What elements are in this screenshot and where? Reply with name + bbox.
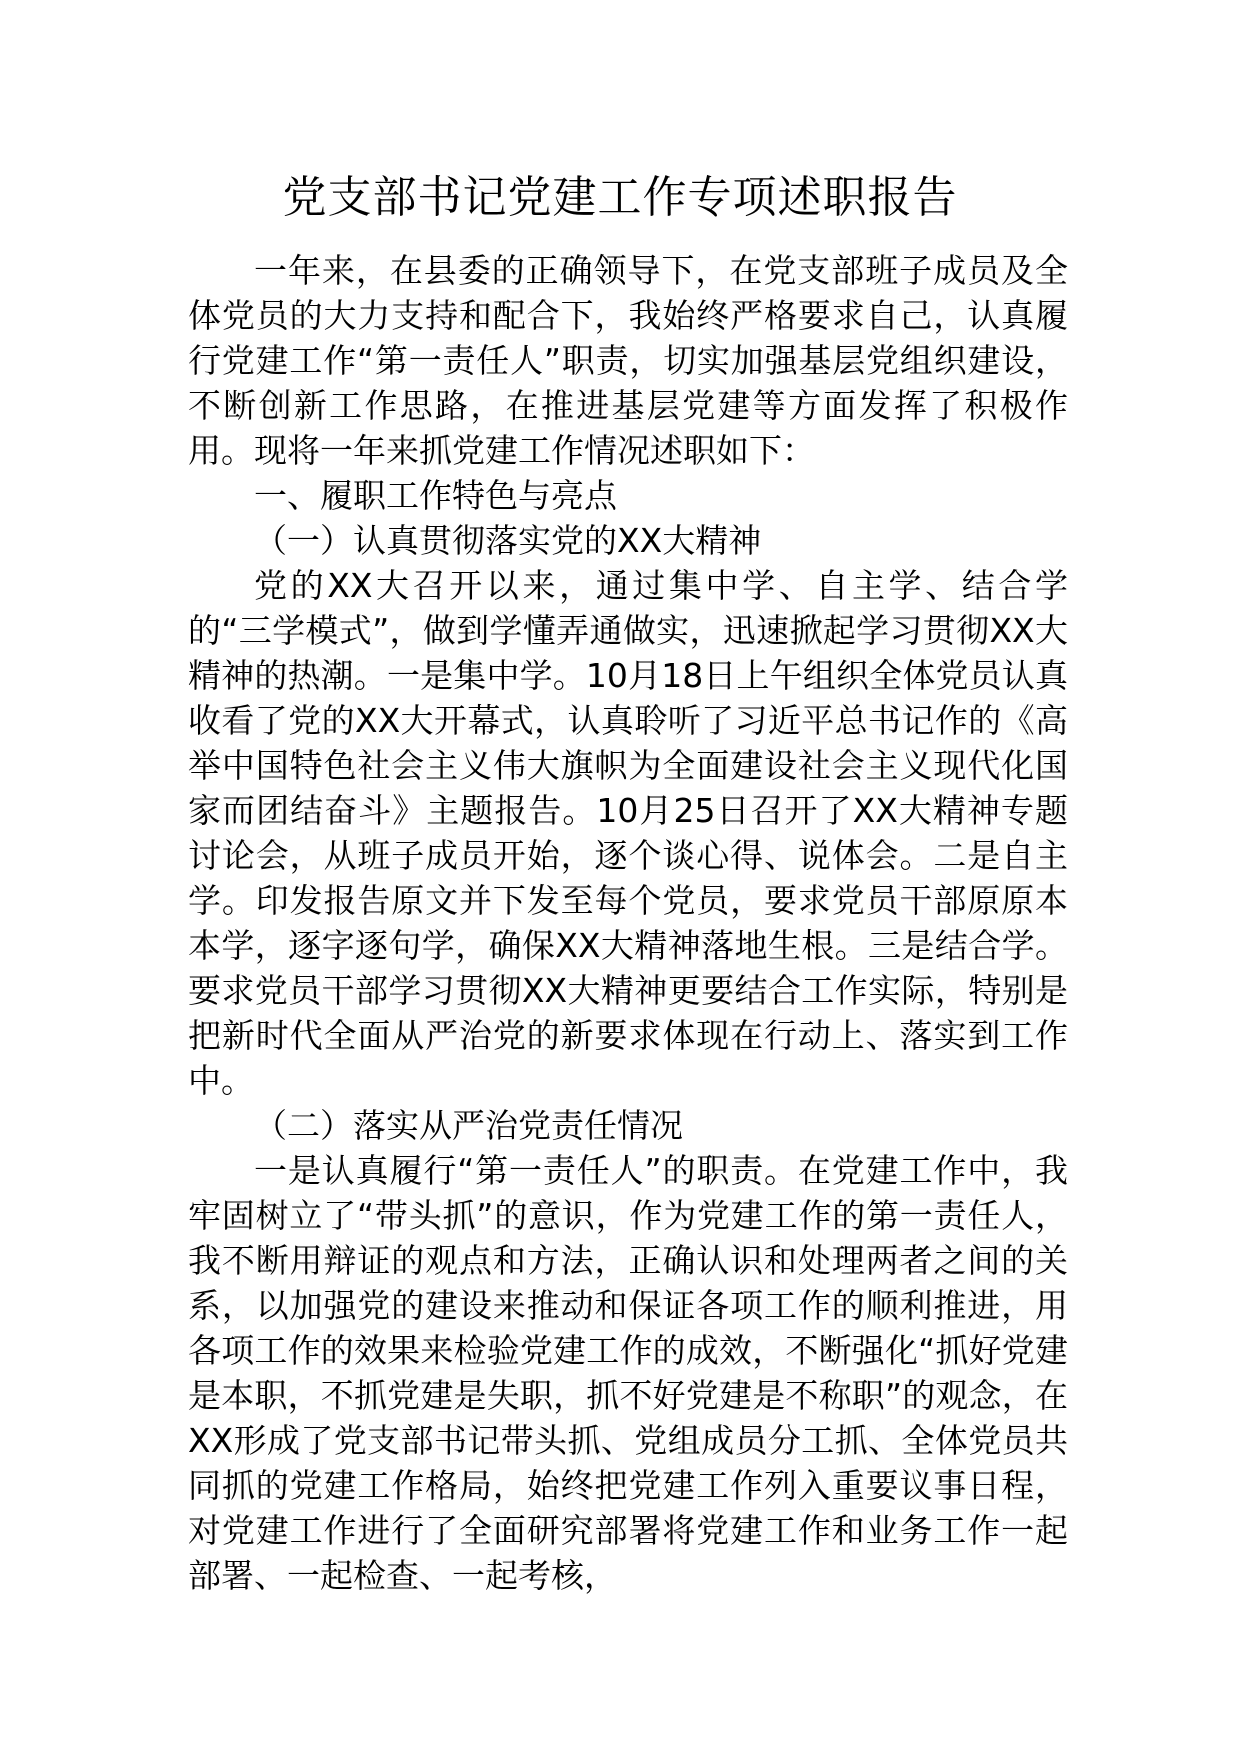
body-paragraph: 党的XX大召开以来，通过集中学、自主学、结合学的“三学模式”，做到学懂弄通做实，迅速掀起学习贯彻XX大精神的热潮。一是集中学。10月18日上午组织全体党员认真收看了党的XX大开幕式，认真聆听了习近平总书记作的《高举中国特色社会主义伟大旗帜为全面建设社会主义现代化国家而团结奋斗》主题报告。10月25日召开了XX大精神专题讨论会，从班子成员开始，逐个谈心得、说体会。二是自主学。印发报告原文并下发至每个党员，要求党员干部原原本本学，逐字逐句学，确保XX大精神落地生根。三是结合学。要求党员干部学习贯彻XX大精神更要结合工作实际，特别是把新时代全面从严治党的新要求体现在行动上、落实到工作中。 xyxy=(188,566,1069,1100)
body-paragraph: 一是认真履行“第一责任人”的职责。在党建工作中，我牢固树立了“带头抓”的意识，作为党建工作的第一责任人，我不断用辩证的观点和方法，正确认识和处理两者之间的关系，以加强党的建设来推动和保证各项工作的顺利推进，用各项工作的效果来检验党建工作的成效，不断强化“抓好党建是本职，不抓党建是失职，抓不好党建是不称职”的观念，在XX形成了党支部书记带头抓、党组成员分工抓、全体党员共同抓的党建工作格局，始终把党建工作列入重要议事日程，对党建工作进行了全面研究部署将党建工作和业务工作一起部署、一起检查、一起考核， xyxy=(188,1151,1068,1595)
subsection-heading-1: （一）认真贯彻落实党的XX大精神 xyxy=(254,521,762,560)
intro-paragraph: 一年来，在县委的正确领导下，在党支部班子成员及全体党员的大力支持和配合下，我始终严格要求自己，认真履行党建工作“第一责任人”职责，切实加强基层党组织建设，不断创新工作思路，在推进基层党建等方面发挥了积极作用。现将一年来抓党建工作情况述职如下： xyxy=(188,251,1068,470)
section-heading-1: 一、履职工作特色与亮点 xyxy=(254,476,617,515)
subsection-heading-2: （二）落实从严治党责任情况 xyxy=(254,1106,683,1145)
document-body xyxy=(188,248,1068,1598)
document-title: 党支部书记党建工作专项述职报告 xyxy=(282,172,958,223)
